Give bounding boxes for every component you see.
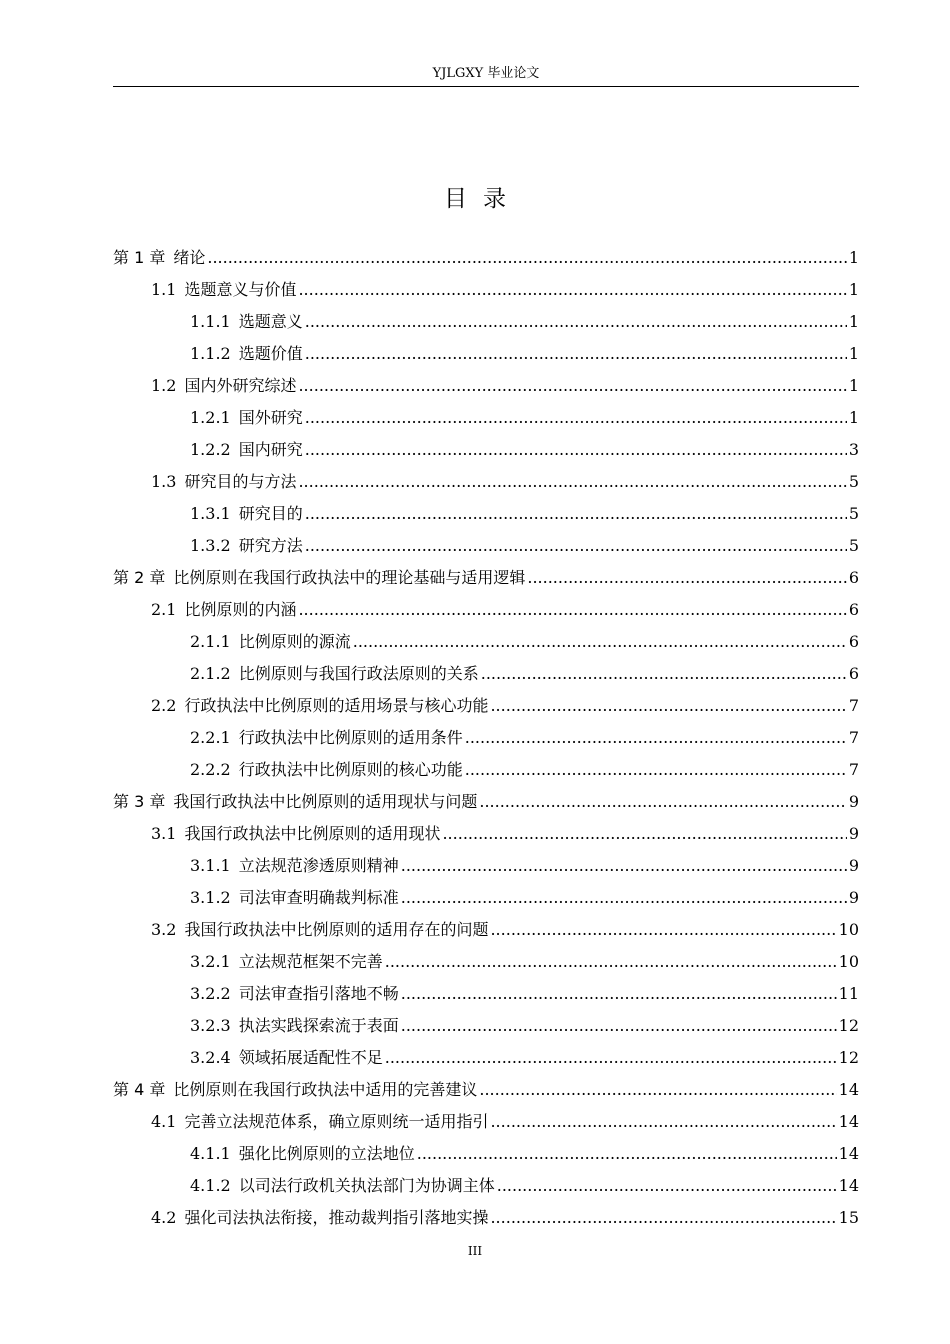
toc-entry[interactable] (113, 274, 859, 306)
toc-entry-page: 1 (848, 376, 859, 395)
toc-dot-leader (481, 658, 847, 690)
toc-entry[interactable] (113, 658, 859, 690)
toc-dot-leader (527, 562, 846, 594)
toc-entry-title: 选题价值 (238, 344, 303, 363)
toc-entry-page: 1 (848, 344, 859, 363)
toc-entry[interactable] (113, 818, 859, 850)
toc-entry-page: 15 (838, 1208, 859, 1227)
toc-entry[interactable] (113, 466, 859, 498)
toc-dot-leader (497, 1170, 837, 1202)
toc-entry-number: 3.1.2 (190, 888, 231, 907)
toc-dot-leader (442, 818, 846, 850)
toc-entry-page: 5 (848, 536, 859, 555)
toc-entry[interactable] (113, 1074, 859, 1106)
toc-entry-page: 14 (838, 1144, 859, 1163)
toc-entry-number: 1.3 (151, 472, 177, 491)
toc-dot-leader (298, 274, 846, 306)
toc-entry-title: 比例原则的内涵 (184, 600, 297, 619)
toc-entry-number: 3.2 (151, 920, 177, 939)
toc-entry-page: 9 (848, 856, 859, 875)
toc-dot-leader (479, 1074, 836, 1106)
toc-entry-page: 9 (848, 888, 859, 907)
toc-entry-number: 1.1.2 (190, 344, 231, 363)
toc-entry-number: 3.2.3 (190, 1016, 231, 1035)
toc-entry-number: 第 4 章 (113, 1080, 166, 1099)
toc-entry-title: 我国行政执法中比例原则的适用现状 (184, 824, 441, 843)
toc-dot-leader (465, 722, 847, 754)
toc-entry-number: 第 3 章 (113, 792, 166, 811)
toc-entry-number: 2.2.1 (190, 728, 231, 747)
toc-entry[interactable] (113, 882, 859, 914)
toc-entry-title: 研究目的 (238, 504, 303, 523)
toc-entry-page: 6 (848, 664, 859, 683)
toc-entry[interactable] (113, 1170, 859, 1202)
toc-entry[interactable] (113, 1010, 859, 1042)
toc-entry-title: 执法实践探索流于表面 (238, 1016, 399, 1035)
toc-entry-page: 3 (848, 440, 859, 459)
toc-entry-page: 1 (848, 280, 859, 299)
toc-entry-number: 3.2.1 (190, 952, 231, 971)
toc-entry-title: 国内外研究综述 (184, 376, 297, 395)
toc-entry-title: 行政执法中比例原则的适用场景与核心功能 (184, 696, 489, 715)
toc-entry-title: 比例原则的源流 (238, 632, 351, 651)
toc-entry[interactable] (113, 338, 859, 370)
toc-dot-leader (305, 530, 847, 562)
toc-entry-page: 5 (848, 472, 859, 491)
toc-entry-title: 司法审查明确裁判标准 (238, 888, 399, 907)
toc-entry-page: 11 (838, 984, 859, 1003)
toc-entry-page: 9 (848, 792, 859, 811)
toc-entry-number: 1.2 (151, 376, 177, 395)
toc-entry-page: 1 (848, 312, 859, 331)
toc-entry-title: 领域拓展适配性不足 (238, 1048, 383, 1067)
toc-dot-leader (490, 914, 836, 946)
toc-entry-number: 第 1 章 (113, 248, 166, 267)
toc-entry-page: 6 (848, 568, 859, 587)
toc-entry-title: 选题意义 (238, 312, 303, 331)
toc-entry-number: 3.1.1 (190, 856, 231, 875)
page-title: 目录 (444, 186, 522, 212)
toc-entry-title: 强化比例原则的立法地位 (238, 1144, 415, 1163)
toc-entry-title: 行政执法中比例原则的适用条件 (238, 728, 463, 747)
toc-entry[interactable] (113, 690, 859, 722)
toc-dot-leader (298, 466, 846, 498)
toc-entry-number: 1.2.1 (190, 408, 231, 427)
toc-entry[interactable] (113, 434, 859, 466)
toc-entry[interactable] (113, 498, 859, 530)
toc-entry-title: 国内研究 (238, 440, 303, 459)
toc-entry[interactable] (113, 402, 859, 434)
toc-entry-page: 12 (838, 1048, 859, 1067)
toc-dot-leader (298, 594, 846, 626)
toc-entry-page: 14 (838, 1080, 859, 1099)
toc-entry-title: 选题意义与价值 (184, 280, 297, 299)
toc-entry-title: 强化司法执法衔接，推动裁判指引落地实操 (184, 1208, 489, 1227)
toc-dot-leader (305, 306, 847, 338)
toc-entry-number: 4.2 (151, 1208, 177, 1227)
toc-entry-number: 3.2.4 (190, 1048, 231, 1067)
toc-entry-number: 1.3.2 (190, 536, 231, 555)
toc-dot-leader (490, 1106, 836, 1138)
toc-dot-leader (465, 754, 847, 786)
toc-entry-number: 3.2.2 (190, 984, 231, 1003)
toc-dot-leader (417, 1138, 837, 1170)
page-header: YJLGXY 毕业论文 (113, 64, 859, 87)
toc-entry-page: 5 (848, 504, 859, 523)
toc-entry-title: 绪论 (173, 248, 206, 267)
toc-entry[interactable] (113, 530, 859, 562)
toc-dot-leader (401, 978, 837, 1010)
toc-entry[interactable] (113, 1202, 859, 1234)
toc-entry[interactable] (113, 914, 859, 946)
toc-entry-number: 4.1.2 (190, 1176, 231, 1195)
toc-entry-title: 比例原则在我国行政执法中适用的完善建议 (173, 1080, 478, 1099)
toc-entry[interactable] (113, 850, 859, 882)
toc-entry[interactable] (113, 370, 859, 402)
toc-entry-title: 研究方法 (238, 536, 303, 555)
toc-entry[interactable] (113, 242, 859, 274)
toc-entry[interactable] (113, 306, 859, 338)
toc-entry[interactable] (113, 786, 859, 818)
toc-entry-page: 9 (848, 824, 859, 843)
toc-entry-title: 我国行政执法中比例原则的适用现状与问题 (173, 792, 478, 811)
toc-entry-page: 7 (848, 696, 859, 715)
toc-entry-title: 比例原则与我国行政法原则的关系 (238, 664, 479, 683)
toc-entry[interactable] (113, 1138, 859, 1170)
toc-dot-leader (305, 338, 847, 370)
toc-dot-leader (490, 1202, 836, 1234)
toc-dot-leader (385, 1042, 837, 1074)
toc-dot-leader (401, 1010, 837, 1042)
toc-entry[interactable] (113, 1106, 859, 1138)
toc-entry-title: 立法规范框架不完善 (238, 952, 383, 971)
toc-entry-page: 6 (848, 632, 859, 651)
toc-entry-title: 司法审查指引落地不畅 (238, 984, 399, 1003)
toc-entry-number: 4.1 (151, 1112, 177, 1131)
toc-entry-page: 7 (848, 760, 859, 779)
toc-entry-number: 1.1 (151, 280, 177, 299)
toc-entry-page: 10 (838, 920, 859, 939)
toc-entry[interactable] (113, 978, 859, 1010)
toc-dot-leader (305, 498, 847, 530)
toc-dot-leader (401, 882, 847, 914)
table-of-contents (113, 242, 859, 1234)
toc-dot-leader (479, 786, 846, 818)
toc-entry-number: 1.3.1 (190, 504, 231, 523)
toc-dot-leader (305, 402, 847, 434)
toc-entry-page: 10 (838, 952, 859, 971)
toc-entry-title: 研究目的与方法 (184, 472, 297, 491)
toc-entry-title: 我国行政执法中比例原则的适用存在的问题 (184, 920, 489, 939)
toc-entry-page: 14 (838, 1176, 859, 1195)
toc-entry-number: 1.2.2 (190, 440, 231, 459)
toc-entry-number: 2.1.1 (190, 632, 231, 651)
toc-entry-number: 1.1.1 (190, 312, 231, 331)
toc-entry-number: 2.2 (151, 696, 177, 715)
toc-entry-page: 1 (848, 248, 859, 267)
toc-dot-leader (385, 946, 837, 978)
toc-entry[interactable] (113, 722, 859, 754)
toc-entry-title: 以司法行政机关执法部门为协调主体 (238, 1176, 495, 1195)
toc-entry[interactable] (113, 754, 859, 786)
toc-entry-page: 14 (838, 1112, 859, 1131)
toc-dot-leader (353, 626, 847, 658)
toc-entry[interactable] (113, 626, 859, 658)
toc-entry[interactable] (113, 1042, 859, 1074)
toc-entry-number: 2.1.2 (190, 664, 231, 683)
toc-dot-leader (207, 242, 846, 274)
toc-entry-page: 6 (848, 600, 859, 619)
page-number: III (467, 1244, 483, 1258)
toc-dot-leader (401, 850, 847, 882)
toc-entry-number: 2.1 (151, 600, 177, 619)
toc-dot-leader (490, 690, 846, 722)
toc-entry-page: 7 (848, 728, 859, 747)
toc-dot-leader (305, 434, 847, 466)
toc-entry[interactable] (113, 562, 859, 594)
toc-entry-title: 完善立法规范体系，确立原则统一适用指引 (184, 1112, 489, 1131)
toc-entry[interactable] (113, 594, 859, 626)
toc-dot-leader (298, 370, 846, 402)
toc-entry-number: 2.2.2 (190, 760, 231, 779)
toc-entry-title: 比例原则在我国行政执法中的理论基础与适用逻辑 (173, 568, 526, 587)
toc-entry-number: 4.1.1 (190, 1144, 231, 1163)
toc-entry-number: 第 2 章 (113, 568, 166, 587)
toc-entry-page: 1 (848, 408, 859, 427)
toc-entry-title: 立法规范渗透原则精神 (238, 856, 399, 875)
toc-entry-title: 行政执法中比例原则的核心功能 (238, 760, 463, 779)
toc-entry-title: 国外研究 (238, 408, 303, 427)
toc-entry-page: 12 (838, 1016, 859, 1035)
toc-entry[interactable] (113, 946, 859, 978)
toc-entry-number: 3.1 (151, 824, 177, 843)
